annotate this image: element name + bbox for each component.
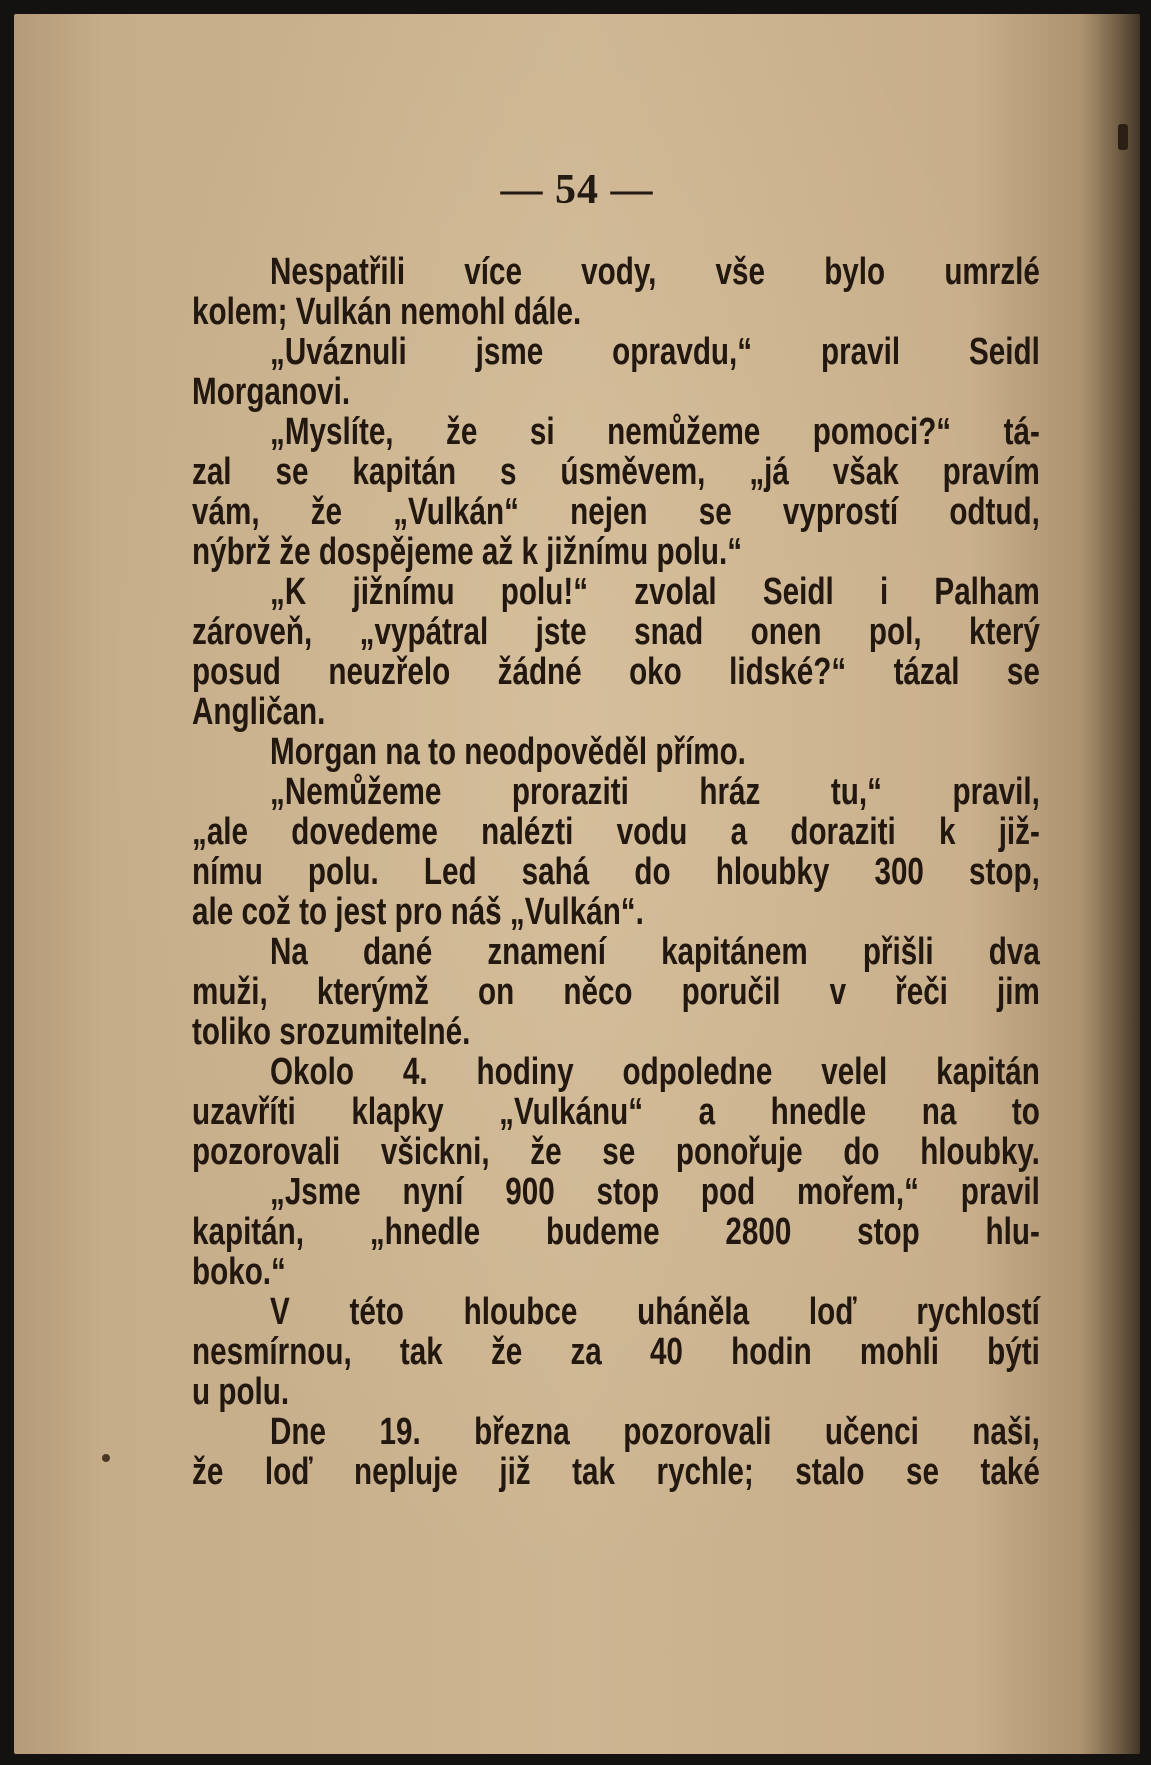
text-line: posud neuzřelo žádné oko lidské?“ tázal se (192, 651, 1040, 693)
text-line: ale což to jest pro náš „Vulkán“. (192, 891, 644, 933)
text-line: vám, že „Vulkán“ nejen se vyprostí odtud, (192, 491, 1040, 533)
ink-speck (102, 1454, 110, 1462)
paper-page (14, 14, 1140, 1754)
text-line: Okolo 4. hodiny odpoledne velel kapitán (270, 1051, 1040, 1093)
text-line: Morganovi. (192, 371, 351, 413)
text-line: „Myslíte, že si nemůžeme pomoci?“ tá- (270, 411, 1040, 453)
text-line: Na dané znamení kapitánem přišli dva (270, 931, 1040, 973)
text-line: kolem; Vulkán nemohl dále. (192, 291, 582, 333)
text-line: „K jižnímu polu!“ zvolal Seidl i Palham (270, 571, 1040, 613)
text-line: Angličan. (192, 691, 326, 733)
text-line: zároveň, „vypátral jste snad onen pol, který (192, 611, 1040, 653)
text-line: nesmírnou, tak že za 40 hodin mohli býti (192, 1331, 1040, 1373)
text-line: toliko srozumitelné. (192, 1011, 471, 1053)
text-line: zal se kapitán s úsměvem, „já však pravím (192, 451, 1040, 493)
text-line: uzavříti klapky „Vulkánu“ a hnedle na to (192, 1091, 1040, 1133)
body-text (192, 252, 1040, 1492)
text-line: Nespatřili více vody, vše bylo umrzlé (270, 251, 1040, 293)
text-line: že loď nepluje již tak rychle; stalo se také (192, 1451, 1040, 1493)
text-line: boko.“ (192, 1251, 286, 1293)
text-line: pozorovali všickni, že se ponořuje do hloubky. (192, 1131, 1040, 1173)
text-line: Dne 19. března pozorovali učenci naši, (270, 1411, 1040, 1453)
text-line: „Uváznuli jsme opravdu,“ pravil Seidl (270, 331, 1040, 373)
page-number: — 54 — (500, 167, 654, 213)
text-line: V této hloubce uháněla loď rychlostí (270, 1291, 1040, 1333)
text-line: „ale dovedeme nalézti vodu a doraziti k již- (192, 811, 1040, 853)
text-line: kapitán, „hnedle budeme 2800 stop hlu- (192, 1211, 1040, 1253)
text-line: muži, kterýmž on něco poručil v řeči jim (192, 971, 1040, 1013)
text-line: „Jsme nyní 900 stop pod mořem,“ pravil (270, 1171, 1040, 1213)
text-line: Morgan na to neodpověděl přímo. (270, 731, 746, 773)
text-line: nímu polu. Led sahá do hloubky 300 stop, (192, 851, 1040, 893)
text-line: u polu. (192, 1371, 290, 1413)
text-line: „Nemůžeme proraziti hráz tu,“ pravil, (270, 771, 1040, 813)
text-line: nýbrž že dospějeme až k jižnímu polu.“ (192, 531, 743, 573)
page-gutter-shadow (1080, 14, 1140, 1754)
binding-mark (1118, 124, 1128, 150)
